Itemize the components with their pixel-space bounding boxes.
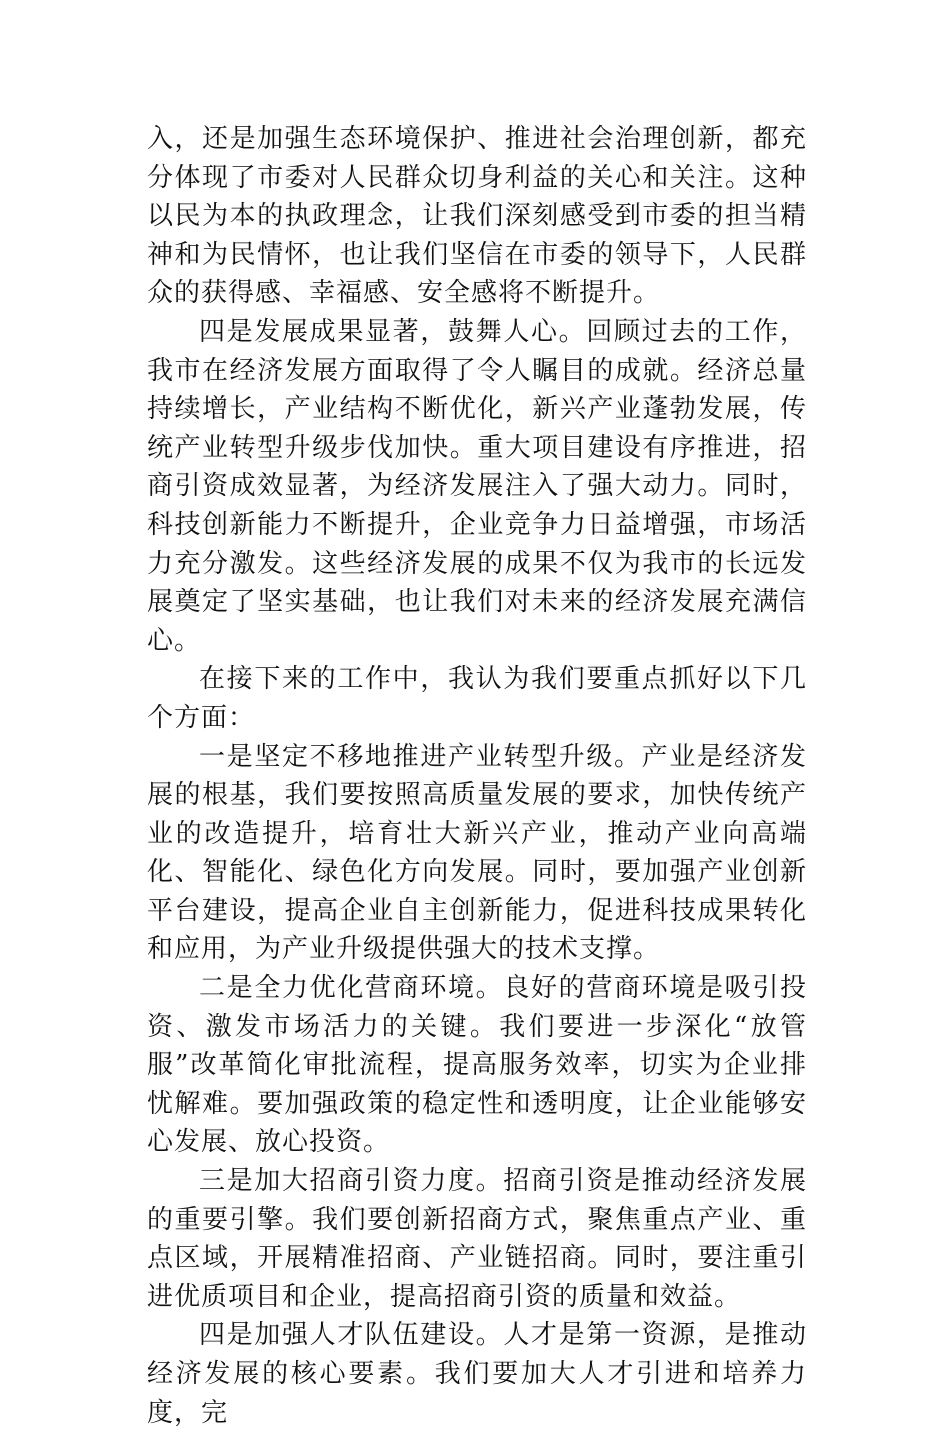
paragraph: 三是加大招商引资力度。招商引资是推动经济发展的重要引擎。我们要创新招商方式，聚焦重点产业、重点区域，开展精准招商、产业链招商。同时，要注重引进优质项目和企业，提高招商引资的质量和效益。 [147, 1166, 807, 1312]
paragraph: 四是加强人才队伍建设。人才是第一资源，是推动经济发展的核心要素。我们要加大人才引进和培养力度，完 [147, 1320, 807, 1428]
paragraph: 四是发展成果显著，鼓舞人心。回顾过去的工作，我市在经济发展方面取得了令人瞩目的成就。经济总量持续增长，产业结构不断优化，新兴产业蓬勃发展，传统产业转型升级步伐加快。重大项目建设有序推进，招商引资成效显著，为经济发展注入了强大动力。同时，科技创新能力不断提升，企业竞争力日益增强，市场活力充分激发。这些经济发展的成果不仅为我市的长远发展奠定了坚实基础，也让我们对未来的经济发展充满信心。 [147, 316, 807, 656]
document-body [147, 120, 807, 1432]
paragraph: 一是坚定不移地推进产业转型升级。产业是经济发展的根基，我们要按照高质量发展的要求，加快传统产业的改造提升，培育壮大新兴产业，推动产业向高端化、智能化、绿色化方向发展。同时，要加强产业创新平台建设，提高企业自主创新能力，促进科技成果转化和应用，为产业升级提供强大的技术支撑。 [147, 741, 807, 965]
paragraph: 在接下来的工作中，我认为我们要重点抓好以下几个方面： [147, 664, 807, 733]
paragraph: 入，还是加强生态环境保护、推进社会治理创新，都充分体现了市委对人民群众切身利益的关心和关注。这种以民为本的执政理念，让我们深刻感受到市委的担当精神和为民情怀，也让我们坚信在市委的领导下，人民群众的获得感、幸福感、安全感将不断提升。 [147, 124, 807, 309]
paragraph: 二是全力优化营商环境。良好的营商环境是吸引投资、激发市场活力的关键。我们要进一步深化“放管服”改革简化审批流程，提高服务效率，切实为企业排忧解难。要加强政策的稳定性和透明度，让企业能够安心发展、放心投资。 [147, 973, 807, 1158]
